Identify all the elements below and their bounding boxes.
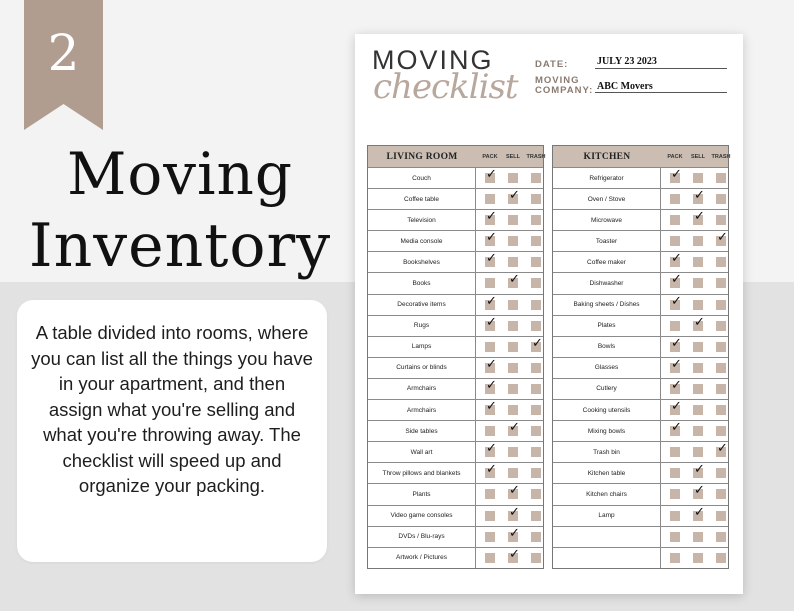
checkmark-icon: ✓	[717, 441, 728, 457]
badge-number: 2	[47, 24, 80, 82]
checkbox-sell[interactable]	[693, 384, 703, 394]
checkbox-trash[interactable]	[716, 321, 726, 331]
checkbox-trash[interactable]	[716, 363, 726, 373]
checkbox-sell[interactable]	[508, 173, 518, 183]
item-label: Books	[368, 273, 476, 293]
checkmark-icon: ✓	[486, 399, 497, 415]
checkbox-trash[interactable]	[531, 553, 541, 563]
checkbox-sell[interactable]	[693, 236, 703, 246]
table-row	[368, 526, 543, 547]
checkmark-icon: ✓	[509, 188, 520, 204]
checkbox-pack[interactable]	[485, 377, 497, 394]
item-label: Wall art	[368, 442, 476, 462]
checkmark-icon: ✓	[671, 167, 682, 182]
item-label: Baking sheets / Dishes	[553, 295, 661, 315]
checkbox-pack[interactable]	[670, 272, 682, 288]
checkbox-sell[interactable]	[508, 342, 518, 352]
table-row	[553, 547, 728, 568]
table-living-room	[367, 145, 544, 569]
table-row	[368, 272, 543, 293]
checkmark-icon: ✓	[486, 293, 497, 309]
checkbox-sell[interactable]	[508, 321, 518, 331]
checkmark-icon: ✓	[671, 356, 682, 372]
table-row	[368, 441, 543, 462]
table-row	[368, 209, 543, 230]
checkbox-pack[interactable]	[670, 293, 682, 310]
checkbox-sell[interactable]	[508, 420, 520, 436]
table-row	[368, 315, 543, 336]
checkmark-icon: ✓	[486, 251, 497, 267]
table-row	[368, 547, 543, 568]
checkbox-pack[interactable]	[485, 194, 495, 204]
table-row	[553, 294, 728, 315]
item-label: DVDs / Blu-rays	[368, 527, 476, 547]
company-label-line2: COMPANY:	[535, 85, 594, 96]
item-label: Dishwasher	[553, 273, 661, 293]
table-row	[368, 399, 543, 420]
checkbox-sell[interactable]	[693, 188, 705, 204]
checkmark-icon: ✓	[486, 314, 497, 330]
checkbox-sell[interactable]	[693, 300, 703, 310]
checkbox-pack[interactable]	[485, 167, 497, 183]
checkmark-icon: ✓	[509, 525, 520, 541]
table-row	[553, 505, 728, 526]
checkmark-icon: ✓	[671, 251, 682, 267]
table-kitchen	[552, 145, 729, 569]
checkbox-pack[interactable]	[670, 399, 682, 415]
checkbox-trash[interactable]	[716, 257, 726, 267]
checkbox-pack[interactable]	[485, 230, 497, 246]
checkmark-icon: ✓	[671, 377, 682, 393]
checkbox-trash[interactable]	[716, 194, 726, 204]
checkbox-trash[interactable]	[531, 257, 541, 267]
checkbox-trash[interactable]	[531, 405, 541, 415]
item-label: Side tables	[368, 421, 476, 441]
checkbox-pack[interactable]	[670, 553, 680, 563]
table-row	[368, 420, 543, 441]
item-label: Coffee table	[368, 189, 476, 209]
checkbox-pack[interactable]	[485, 426, 495, 436]
checkbox-pack[interactable]	[670, 321, 680, 331]
checkbox-sell[interactable]	[693, 483, 705, 499]
checkbox-sell[interactable]	[693, 314, 705, 331]
item-label: Decorative items	[368, 295, 476, 315]
checkbox-pack[interactable]	[485, 462, 497, 478]
checkbox-pack[interactable]	[670, 236, 680, 246]
checkbox-sell[interactable]	[693, 257, 703, 267]
table-row	[553, 336, 728, 357]
table-row	[368, 167, 543, 188]
checkmark-icon: ✓	[717, 230, 728, 246]
checkmark-icon: ✓	[671, 399, 682, 415]
date-label: DATE:	[535, 59, 569, 70]
table-row	[368, 188, 543, 209]
checkbox-pack[interactable]	[485, 489, 495, 499]
item-label: Microwave	[553, 210, 661, 230]
column-header-sell: SELL	[690, 153, 706, 160]
checkbox-pack[interactable]	[670, 532, 680, 542]
checkbox-trash[interactable]	[716, 441, 728, 457]
checkbox-sell[interactable]	[508, 447, 518, 457]
checkbox-trash[interactable]	[716, 384, 726, 394]
checkmark-icon: ✓	[486, 441, 497, 457]
checkbox-trash[interactable]	[716, 230, 728, 246]
checkbox-trash[interactable]	[716, 511, 726, 521]
table-row	[553, 167, 728, 188]
checkbox-pack[interactable]	[485, 278, 495, 288]
checkmark-icon: ✓	[694, 209, 705, 225]
item-label: Television	[368, 210, 476, 230]
item-label: Rugs	[368, 316, 476, 336]
checkbox-pack[interactable]	[485, 209, 497, 225]
checkmark-icon: ✓	[486, 356, 497, 372]
table-row	[553, 462, 728, 483]
checkbox-sell[interactable]	[508, 468, 518, 478]
checkbox-trash[interactable]	[531, 300, 541, 310]
checkbox-pack[interactable]	[485, 441, 497, 457]
table-row	[553, 315, 728, 336]
checkbox-pack[interactable]	[485, 532, 495, 542]
item-label: Toaster	[553, 231, 661, 251]
checkbox-pack[interactable]	[670, 194, 680, 204]
table-row	[368, 230, 543, 251]
checkbox-trash[interactable]	[531, 447, 541, 457]
checkmark-icon: ✓	[671, 293, 682, 309]
checkbox-trash[interactable]	[531, 426, 541, 436]
checkbox-trash[interactable]	[716, 342, 726, 352]
item-label: Couch	[368, 168, 476, 188]
checkbox-sell[interactable]	[693, 209, 705, 225]
checkbox-sell[interactable]	[508, 405, 518, 415]
checkbox-pack[interactable]	[670, 420, 682, 436]
checkmark-icon: ✓	[509, 504, 520, 520]
checkbox-pack[interactable]	[485, 399, 497, 415]
checkbox-trash[interactable]	[531, 215, 541, 225]
item-label: Oven / Stove	[553, 189, 661, 209]
item-label	[553, 548, 661, 568]
checkbox-trash[interactable]	[531, 511, 541, 521]
checkmark-icon: ✓	[694, 188, 705, 204]
item-label: Lamps	[368, 337, 476, 357]
company-label-line1: MOVING	[535, 75, 580, 86]
table-row	[368, 483, 543, 504]
item-label: Video game consoles	[368, 506, 476, 526]
checkbox-sell[interactable]	[508, 215, 518, 225]
checkmark-icon: ✓	[532, 335, 543, 351]
column-header-sell: SELL	[505, 153, 521, 160]
column-header-pack: PACK	[667, 153, 683, 160]
checkbox-sell[interactable]	[693, 426, 703, 436]
company-underline	[595, 92, 727, 93]
checkbox-sell[interactable]	[508, 384, 518, 394]
description-card	[17, 300, 327, 562]
checkmark-icon: ✓	[694, 504, 705, 520]
table-row	[553, 357, 728, 378]
checkbox-sell[interactable]	[693, 363, 703, 373]
item-label: Artwork / Pictures	[368, 548, 476, 568]
table-row	[368, 336, 543, 357]
checkbox-trash[interactable]	[531, 335, 543, 352]
checkmark-icon: ✓	[509, 483, 520, 499]
table-row	[553, 378, 728, 399]
item-label: Bookshelves	[368, 252, 476, 272]
checkbox-sell[interactable]	[508, 236, 518, 246]
item-label: Throw pillows and blankets	[368, 463, 476, 483]
checkmark-icon: ✓	[486, 377, 497, 393]
checkbox-sell[interactable]	[693, 504, 705, 521]
table-row	[368, 357, 543, 378]
logo-title: MOVING	[372, 45, 494, 75]
checkmark-icon: ✓	[671, 272, 682, 288]
checkbox-sell[interactable]	[693, 278, 703, 288]
table-row	[368, 378, 543, 399]
checkbox-sell[interactable]	[508, 483, 520, 499]
checkbox-sell[interactable]	[508, 300, 518, 310]
checkmark-icon: ✓	[509, 420, 520, 436]
headline-line1: Moving	[66, 140, 294, 208]
checkbox-trash[interactable]	[531, 363, 541, 373]
checkbox-pack[interactable]	[670, 511, 680, 521]
checkbox-trash[interactable]	[531, 489, 541, 499]
checkmark-icon: ✓	[694, 314, 705, 330]
checkbox-trash[interactable]	[531, 384, 541, 394]
checkbox-pack[interactable]	[485, 314, 497, 331]
checkbox-sell[interactable]	[693, 532, 703, 542]
description-text: A table divided into rooms, where you can list all the things you have in your apartment, and then assign what you're selling and what you're throwing away. The checklist will speed up and organize your packing.	[31, 322, 313, 496]
table-row	[368, 294, 543, 315]
checkmark-icon: ✓	[509, 546, 520, 562]
checkmark-icon: ✓	[486, 230, 497, 246]
checkbox-sell[interactable]	[508, 363, 518, 373]
headline-line2: Inventory	[28, 211, 332, 281]
item-label: Plants	[368, 484, 476, 504]
checkbox-sell[interactable]	[508, 257, 518, 267]
checkbox-sell[interactable]	[693, 462, 705, 478]
date-value: JULY 23 2023	[597, 56, 657, 67]
checkbox-trash[interactable]	[716, 426, 726, 436]
checkbox-pack[interactable]	[670, 489, 680, 499]
checkbox-trash[interactable]	[531, 321, 541, 331]
item-label: Mixing bowls	[553, 421, 661, 441]
checkmark-icon: ✓	[694, 462, 705, 478]
checkmark-icon: ✓	[486, 167, 497, 182]
table-row	[553, 420, 728, 441]
company-value: ABC Movers	[597, 81, 653, 92]
checkmark-icon: ✓	[509, 272, 520, 288]
checkbox-pack[interactable]	[670, 167, 682, 183]
checkbox-pack[interactable]	[485, 356, 497, 373]
checkbox-trash[interactable]	[531, 194, 541, 204]
checkbox-trash[interactable]	[531, 236, 541, 246]
checkbox-sell[interactable]	[693, 553, 703, 563]
table-row	[553, 483, 728, 504]
item-label: Glasses	[553, 358, 661, 378]
table-row	[368, 505, 543, 526]
checkbox-pack[interactable]	[670, 251, 682, 267]
checkmark-icon: ✓	[486, 209, 497, 225]
item-label: Kitchen table	[553, 463, 661, 483]
checkbox-sell[interactable]	[508, 272, 520, 288]
room-name: KITCHEN	[583, 151, 631, 162]
checkbox-sell[interactable]	[508, 546, 520, 563]
table-row	[553, 230, 728, 251]
checkmark-icon: ✓	[671, 335, 682, 351]
checkbox-pack[interactable]	[670, 335, 682, 352]
checkbox-pack[interactable]	[670, 356, 682, 373]
checkbox-trash[interactable]	[531, 173, 541, 183]
checkbox-trash[interactable]	[531, 278, 541, 288]
column-header-trash: TRASH	[526, 153, 546, 160]
checkbox-pack[interactable]	[485, 342, 495, 352]
item-label: Trash bin	[553, 442, 661, 462]
checkbox-trash[interactable]	[716, 468, 726, 478]
checkbox-trash[interactable]	[716, 300, 726, 310]
table-row	[553, 441, 728, 462]
checkbox-sell[interactable]	[508, 504, 520, 521]
item-label: Coffee maker	[553, 252, 661, 272]
checkbox-trash[interactable]	[531, 532, 541, 542]
checkbox-sell[interactable]	[693, 342, 703, 352]
item-label: Refrigerator	[553, 168, 661, 188]
checkbox-trash[interactable]	[716, 553, 726, 563]
checkmark-icon: ✓	[486, 462, 497, 478]
table-row	[553, 251, 728, 272]
checkbox-sell[interactable]	[693, 405, 703, 415]
column-header-pack: PACK	[482, 153, 498, 160]
table-row	[368, 462, 543, 483]
table-row	[553, 272, 728, 293]
item-label: Bowls	[553, 337, 661, 357]
table-row	[553, 209, 728, 230]
date-underline	[595, 68, 727, 69]
checkmark-icon: ✓	[671, 420, 682, 436]
item-label: Cooking utensils	[553, 400, 661, 420]
checkbox-pack[interactable]	[670, 377, 682, 394]
item-label: Plates	[553, 316, 661, 336]
checkbox-sell[interactable]	[508, 188, 520, 204]
column-header-trash: TRASH	[711, 153, 731, 160]
item-label: Lamp	[553, 506, 661, 526]
checkbox-sell[interactable]	[693, 173, 703, 183]
checkbox-trash[interactable]	[716, 532, 726, 542]
item-label: Cutlery	[553, 379, 661, 399]
checkbox-trash[interactable]	[716, 215, 726, 225]
checkbox-pack[interactable]	[485, 553, 495, 563]
checkbox-trash[interactable]	[716, 173, 726, 183]
item-label: Armchairs	[368, 379, 476, 399]
item-label: Kitchen chairs	[553, 484, 661, 504]
table-header	[368, 146, 546, 167]
table-row	[553, 526, 728, 547]
item-label: Media console	[368, 231, 476, 251]
item-label	[553, 527, 661, 547]
checkbox-trash[interactable]	[716, 489, 726, 499]
checkbox-pack[interactable]	[670, 215, 680, 225]
checkbox-sell[interactable]	[508, 525, 520, 542]
checkbox-pack[interactable]	[670, 468, 680, 478]
item-label: Curtains or blinds	[368, 358, 476, 378]
checkmark-icon: ✓	[694, 483, 705, 499]
table-row	[368, 251, 543, 272]
table-row	[553, 399, 728, 420]
checkbox-pack[interactable]	[485, 251, 497, 267]
checklist-sheet	[355, 34, 743, 594]
table-row	[553, 188, 728, 209]
checkbox-pack[interactable]	[485, 511, 495, 521]
checkbox-trash[interactable]	[716, 278, 726, 288]
checkbox-sell[interactable]	[693, 447, 703, 457]
checkbox-trash[interactable]	[716, 405, 726, 415]
checkbox-pack[interactable]	[670, 447, 680, 457]
logo-script: checklist	[373, 67, 518, 107]
checkbox-pack[interactable]	[485, 293, 497, 310]
room-name: LIVING ROOM	[386, 151, 458, 162]
checkbox-trash[interactable]	[531, 468, 541, 478]
item-label: Armchairs	[368, 400, 476, 420]
table-header	[553, 146, 731, 167]
